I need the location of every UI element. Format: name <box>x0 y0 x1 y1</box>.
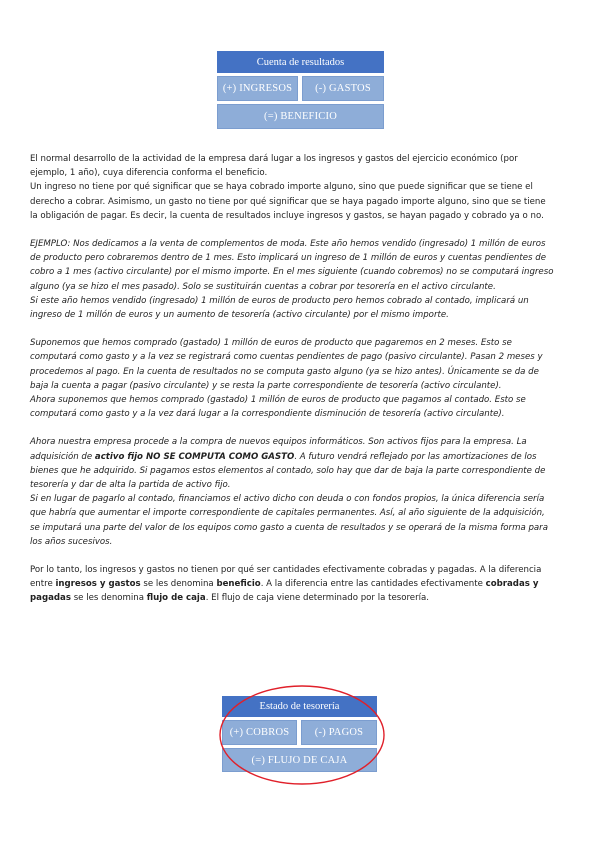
cash-statement-title: Estado de tesorería <box>222 696 377 717</box>
highlight-ellipse <box>220 686 384 784</box>
para-line: cobro a 1 mes (activo circulante) por el mismo importe. En el mes siguiente (cuando cobremos) no se computará ingreso <box>30 267 554 278</box>
para-line: la obligación de pagar. Es decir, la cuenta de resultados incluye ingresos y gastos, se hayan pagado y cobrado ya o no. <box>30 210 544 221</box>
text-run-bold: cobradas y <box>485 579 539 590</box>
payments-box: (-) PAGOS <box>301 720 377 745</box>
para-line: Un ingreso no tiene por qué significar que se haya cobrado importe alguno, sino que puede significar que se tiene el <box>30 182 533 193</box>
para-line <box>30 450 571 464</box>
para-line: Si en lugar de pagarlo al contado, financiamos el activo dicho con deuda o con fondos propios, la única diferencia sería <box>30 494 545 505</box>
text-run-bold: beneficio <box>216 579 261 590</box>
para-line <box>30 577 571 591</box>
para-line: Por lo tanto, los ingresos y gastos no tienen por qué ser cantidades efectivamente cobradas y pagadas. A la diferencia <box>30 565 542 576</box>
para-line: que habría que aumentar el importe correspondiente de capitales permanentes. Así, al año siguiente de la adquisición, <box>30 508 545 519</box>
para-line: EJEMPLO: Nos dedicamos a la venta de complementos de moda. Este año hemos vendido (ingresado) 1 millón de euros <box>30 239 546 250</box>
para-line: Suponemos que hemos comprado (gastado) 1 millón de euros de producto que pagaremos en 2 meses. Esto se <box>30 338 512 349</box>
text-run: . A la diferencia entre las cantidades efectivamente <box>260 579 486 590</box>
para-line: ejemplo, 1 año), cuya diferencia conforma el beneficio. <box>30 168 268 179</box>
para-line: Si este año hemos vendido (ingresado) 1 millón de euros de producto pero hemos cobrado al contado, implicará un <box>30 295 529 306</box>
text-run: adquisición de <box>30 451 95 462</box>
para-line: se imputará una parte del valor de los equipos como gasto a cuenta de resultados y se operará de la misma forma para <box>30 522 548 533</box>
text-run: entre <box>30 579 56 590</box>
para-line: ingreso de 1 millón de euros y un aumento de tesorería (activo circulante) por el mismo importe. <box>30 310 449 321</box>
para-line: Ahora nuestra empresa procede a la compra de nuevos equipos informáticos. Son activos fijos para la empresa. La <box>30 437 527 448</box>
text-run-bold: activo fijo NO SE COMPUTA COMO GASTO <box>94 451 295 462</box>
para-line: derecho a cobrar. Asimismo, un gasto no tiene por qué significar que se haya pagado importe alguno, sino que se tiene <box>30 196 546 207</box>
para-line: bienes que he adquirido. Si pagamos estos elementos al contado, solo hay que dar de baja la parte correspondiente de <box>30 465 546 476</box>
para-line: El normal desarrollo de la actividad de la empresa dará lugar a los ingresos y gastos del ejercicio económico (por <box>30 154 518 164</box>
text-run: . A futuro vendrá reflejado por las amortizaciones de los <box>294 451 537 462</box>
para-line <box>30 591 571 605</box>
para-line: alguno (ya se hizo el mes pasado). Solo se sustituirán cuentas a cobrar por tesorería en el activo circulante. <box>30 281 496 292</box>
text-run-bold: flujo de caja <box>146 593 206 604</box>
example-paragraph <box>30 237 571 549</box>
text-run-bold: ingresos y gastos <box>55 579 141 590</box>
para-line: los años sucesivos. <box>30 536 113 547</box>
para-line: procedemos al pago. En la cuenta de resultados no se computa gasto alguno (ya se hizo antes). Únicamente se da de <box>30 366 539 377</box>
text-run: . El flujo de caja viene determinado por la tesorería. <box>205 593 430 604</box>
expenses-box: (-) GASTOS <box>302 76 384 101</box>
highlight-circle <box>218 684 386 786</box>
text-run: se les denomina <box>70 593 147 604</box>
para-line: computará como gasto y a la vez se registrará como cuentas pendientes de pago (pasivo circulante). Pasan 2 meses y <box>30 352 543 363</box>
para-line: tesorería y dar de alta la partida de activo fijo. <box>30 480 231 491</box>
body-text <box>30 152 571 606</box>
para-line: de producto pero cobraremos dentro de 1 mes. Esto implicará un ingreso de 1 millón de euros y cuentas pendientes de <box>30 253 546 264</box>
income-statement-title: Cuenta de resultados <box>217 51 384 73</box>
income-box: (+) INGRESOS <box>217 76 298 101</box>
para-line: Ahora suponemos que hemos comprado (gastado) 1 millón de euros de producto que pagamos al contado. Esto se <box>30 395 526 406</box>
collections-box: (+) COBROS <box>222 720 297 745</box>
text-run: se les denomina <box>140 579 217 590</box>
para-line: computará como gasto y a la vez dará lugar a la correspondiente disminución de tesorería (activo circulante). <box>30 409 505 420</box>
text-run-bold: pagadas <box>30 593 71 604</box>
cash-flow-box: (=) FLUJO DE CAJA <box>222 748 377 772</box>
para-line: baja la cuenta a pagar (pasivo circulante) y se resta la parte correspondiente de tesorería (activo circulante). <box>30 380 502 391</box>
profit-box: (=) BENEFICIO <box>217 104 384 129</box>
